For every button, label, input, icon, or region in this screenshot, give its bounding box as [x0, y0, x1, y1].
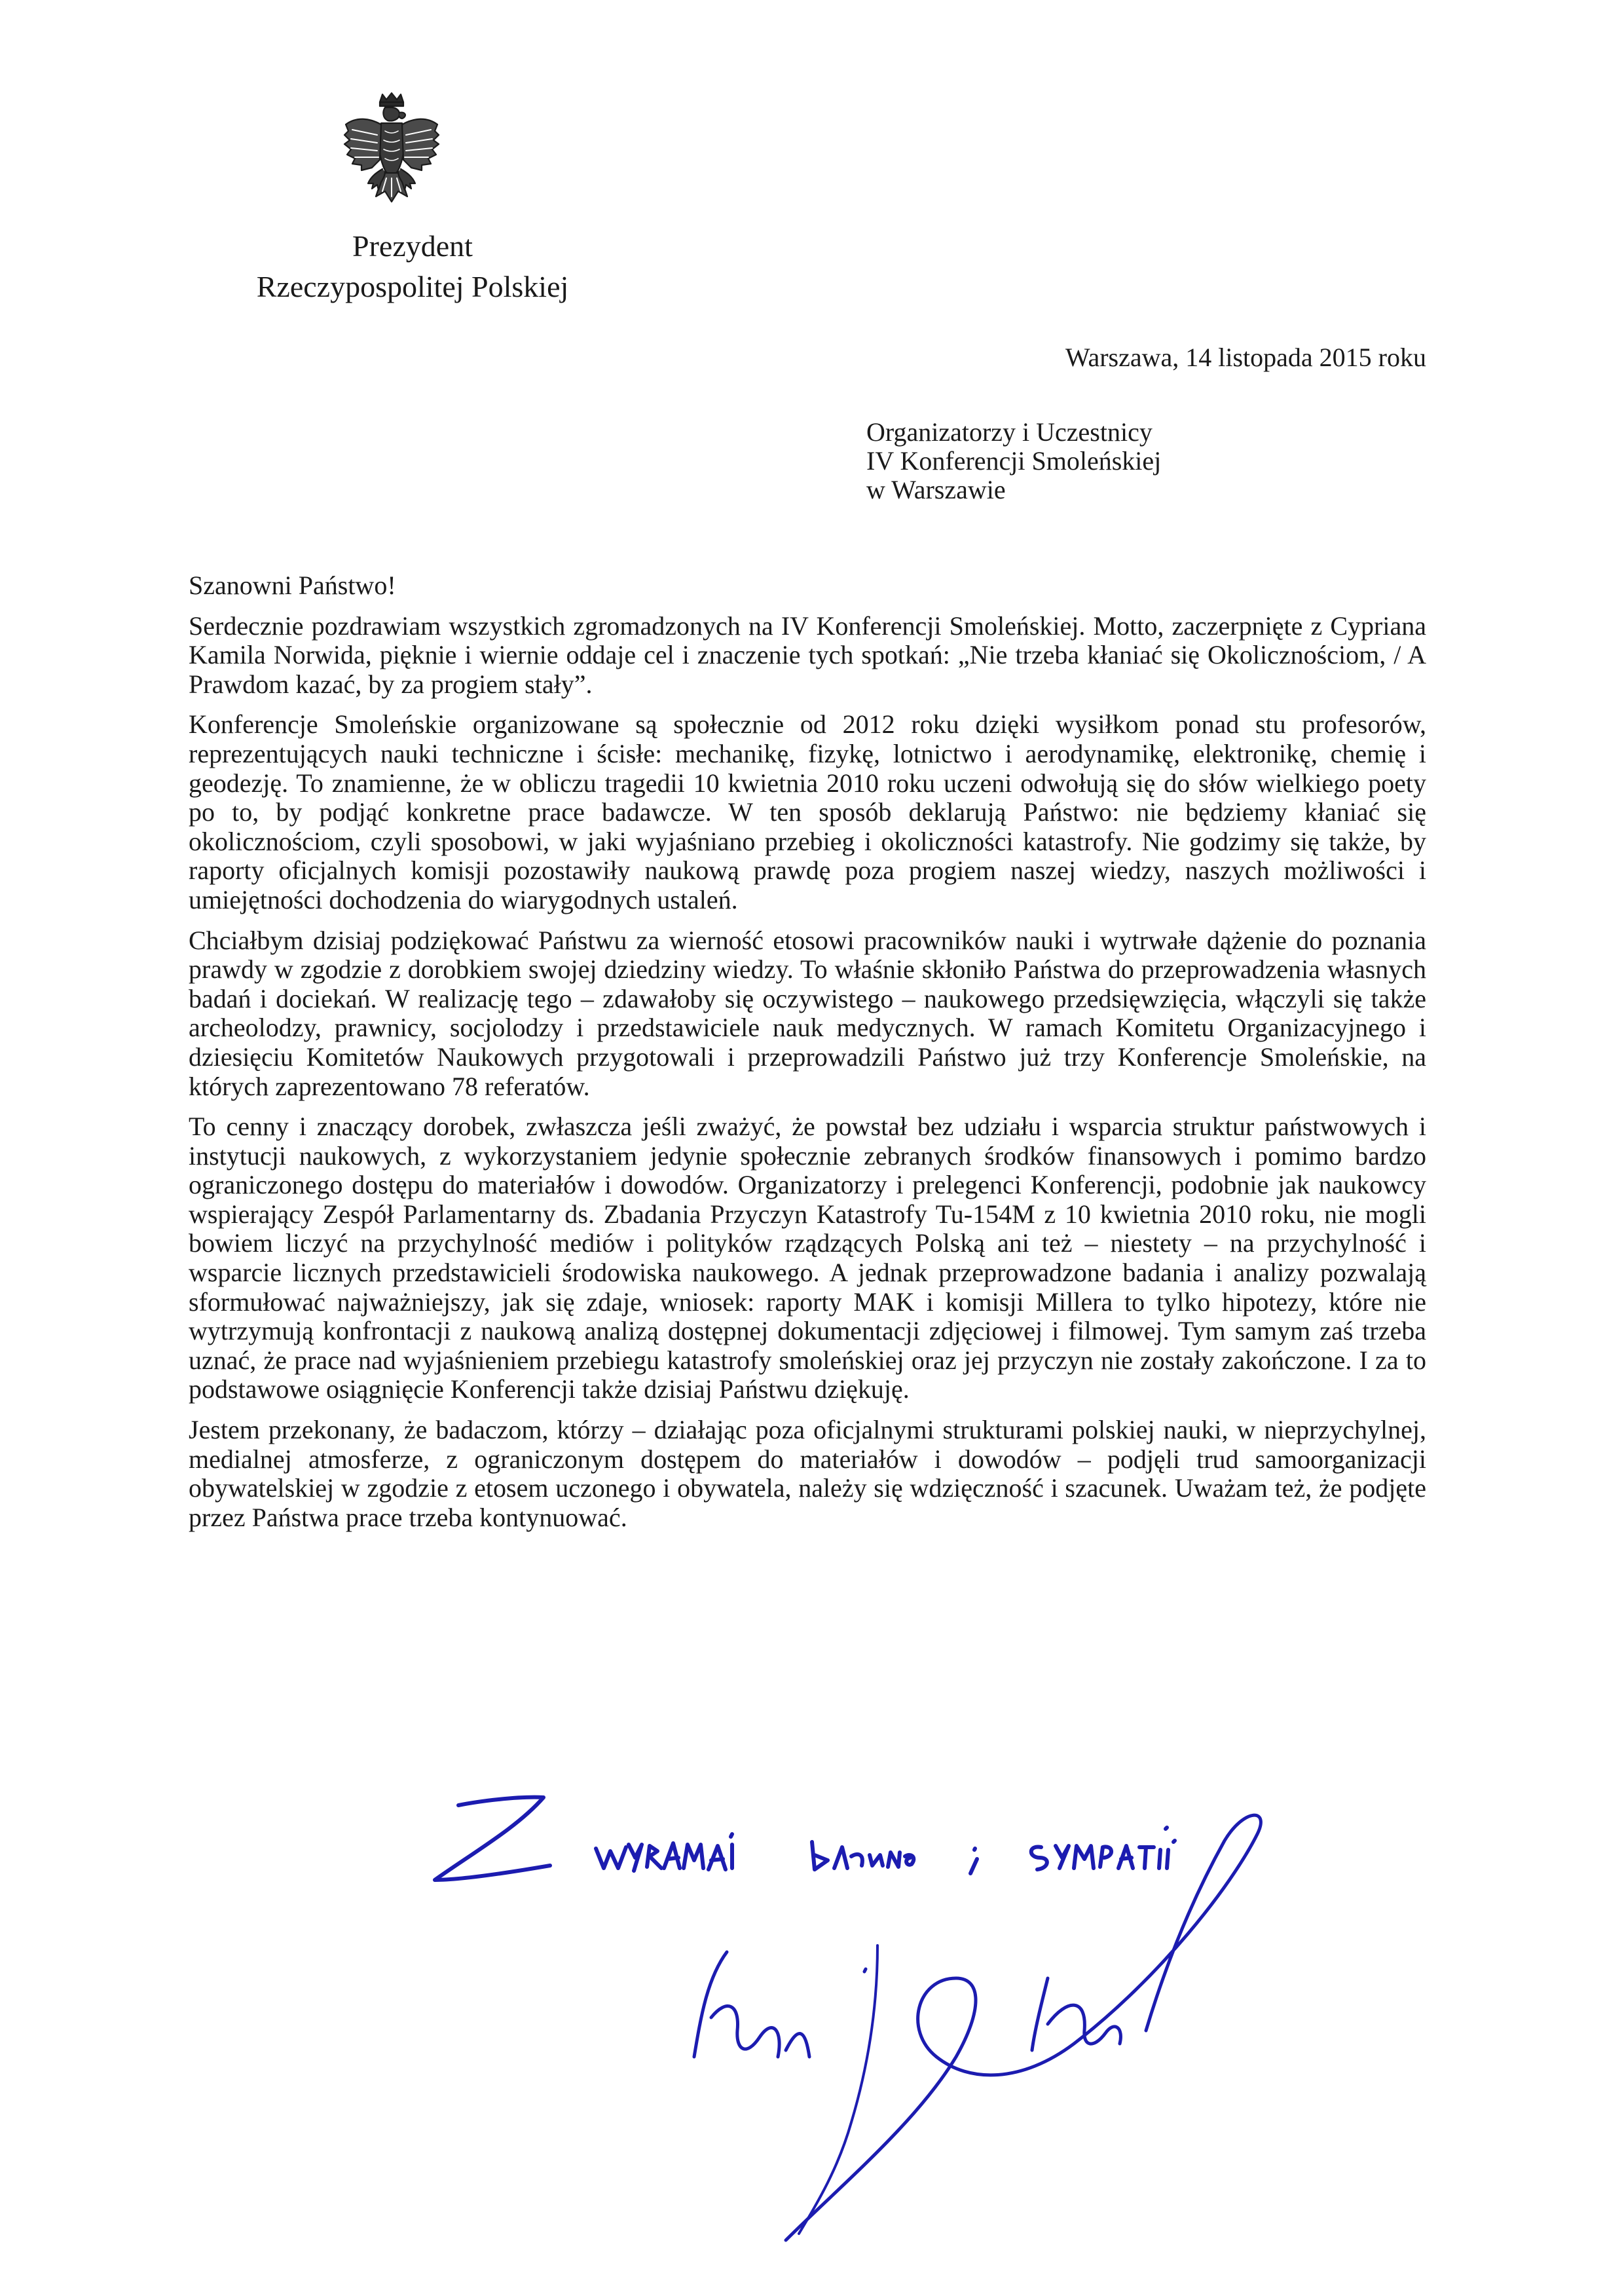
- letterhead-title: [183, 226, 642, 307]
- handwriting-word-1: [596, 1834, 732, 1871]
- body-paragraph-2: Konferencje Smoleńskie organizowane są społecznie od 2012 roku dzięki wysiłkom ponad stu profesorów, reprezentujących nauki techniczne i ścisłe: mechanikę, fizykę, lotnictwo i aerodynamikę, elektronikę, chemię i geodezję. To znamienne, że w obliczu tragedii 10 kwietnia 2010 roku uczeni odwołują się do słów wielkiego poety po to, by podjąć konkretne prace badawcze. W ten sposób deklarują Państwo: nie będziemy kłaniać się okolicznościom, czyli sposobowi, w jaki wyjaśniano przebieg i okoliczności katastrofy. Nie godzimy się także, by raporty oficjalnych komisji pozostawiły naukową prawdę poza progiem naszej wiedzy, naszych możliwości i umiejętności dochodzenia do wiarygodnych ustaleń.: [189, 709, 1426, 914]
- salutation: Szanowni Państwo!: [189, 571, 396, 600]
- addressee-line-3: w Warszawie: [866, 475, 1006, 504]
- handwriting-word-3: [970, 1849, 977, 1873]
- addressee-line-1: Organizatorzy i Uczestnicy: [866, 417, 1153, 447]
- signature-stroke-1: [786, 1815, 1261, 2240]
- body-paragraph-5: Jestem przekonany, że badaczom, którzy – działając poza oficjalnymi strukturami polskiej nauki, w nieprzychylnej, medialnej atmosferze, z ograniczonym dostępem do materiałów i dowodów – podjęli trud samoorganizacji obywatelskiej w zgodzie z etosem uczonego i obywatela, należy się wdzięczność i szacunek. Uważam też, że podjęte przez Państwa prace trzeba kontynuować.: [189, 1415, 1426, 1532]
- addressee-block: [866, 418, 1161, 504]
- letterhead-line-2: Rzeczypospolitej Polskiej: [256, 270, 569, 303]
- handwriting-drawing: [419, 1782, 1493, 2253]
- signature-stroke-2: [694, 1952, 866, 2057]
- addressee-line-2: IV Konferencji Smoleńskiej: [866, 446, 1162, 476]
- body-paragraph-4: To cenny i znaczący dorobek, zwłaszcza jeśli zważyć, że powstał bez udziału i wsparcia struktur państwowych i instytucji naukowych, z wykorzystaniem jedynie społecznie zebranych środków finansowych i pomimo bardzo ograniczonego dostępu do materiałów i dowodów. Organizatorzy i prelegenci Konferencji, podobnie jak naukowcy wspierający Zespół Parlamentarny ds. Zbadania Przyczyn Katastrofy Tu-154M z 10 kwietnia 2010 roku, nie mogli bowiem liczyć na przychylność mediów i polityków rządzących Polską ani też – niestety – na przychylność i wsparcie licznych przedstawicieli środowiska naukowego. A jednak przeprowadzone badania i analizy pozwalają sformułować najważniejszy, jak się zdaje, wniosek: raporty MAK i komisji Millera to tylko hipotezy, które nie wytrzymują konfrontacji z naukową analizą dostępnej dokumentacji zdjęciowej i filmowej. Tym samym zaś trzeba uznać, że prace nad wyjaśnieniem przebiegu katastrofy smoleńskiej oraz jej przyczyn nie zostały zakończone. I za to podstawowe osiągnięcie Konferencji także dzisiaj Państwu dziękuję.: [189, 1112, 1426, 1404]
- white-eagle-emblem-icon: [339, 92, 444, 216]
- handwriting-letter-z: [435, 1797, 550, 1880]
- body-paragraph-1: Serdecznie pozdrawiam wszystkich zgromadzonych na IV Konferencji Smoleńskiej. Motto, zaczerpnięte z Cypriana Kamila Norwida, pięknie i wiernie oddaje cel i znaczenie tych spotkań: „Nie trzeba kłaniać się Okolicznościom, / A Prawdom kazać, by za progiem stały”.: [189, 610, 1426, 699]
- letterhead-line-1: Prezydent: [352, 229, 473, 263]
- handwriting-word-4: [1031, 1828, 1175, 1869]
- handwriting-word-2: [812, 1842, 913, 1869]
- handwritten-signature-area: [419, 1782, 1493, 2253]
- letter-date: Warszawa, 14 listopada 2015 roku: [1065, 343, 1426, 372]
- body-paragraph-3: Chciałbym dzisiaj podziękować Państwu za wierność etosowi pracowników nauki i wytrwałe dążenie do poznania prawdy w zgodzie z dorobkiem swojej dziedziny wiedzy. To właśnie skłoniło Państwa do przeprowadzenia własnych badań i dociekań. W realizację tego – zdawałoby się oczywistego – naukowego przedsięwzięcia, włączyli się także archeolodzy, prawnicy, socjolodzy i przedstawiciele nauk medycznych. W ramach Komitetu Organizacyjnego i dziesięciu Komitetów Naukowych przygotowali i przeprowadzili Państwo już trzy Konferencje Smoleńskie, na których zaprezentowano 78 referatów.: [189, 925, 1426, 1101]
- letter-body: [189, 571, 1426, 1543]
